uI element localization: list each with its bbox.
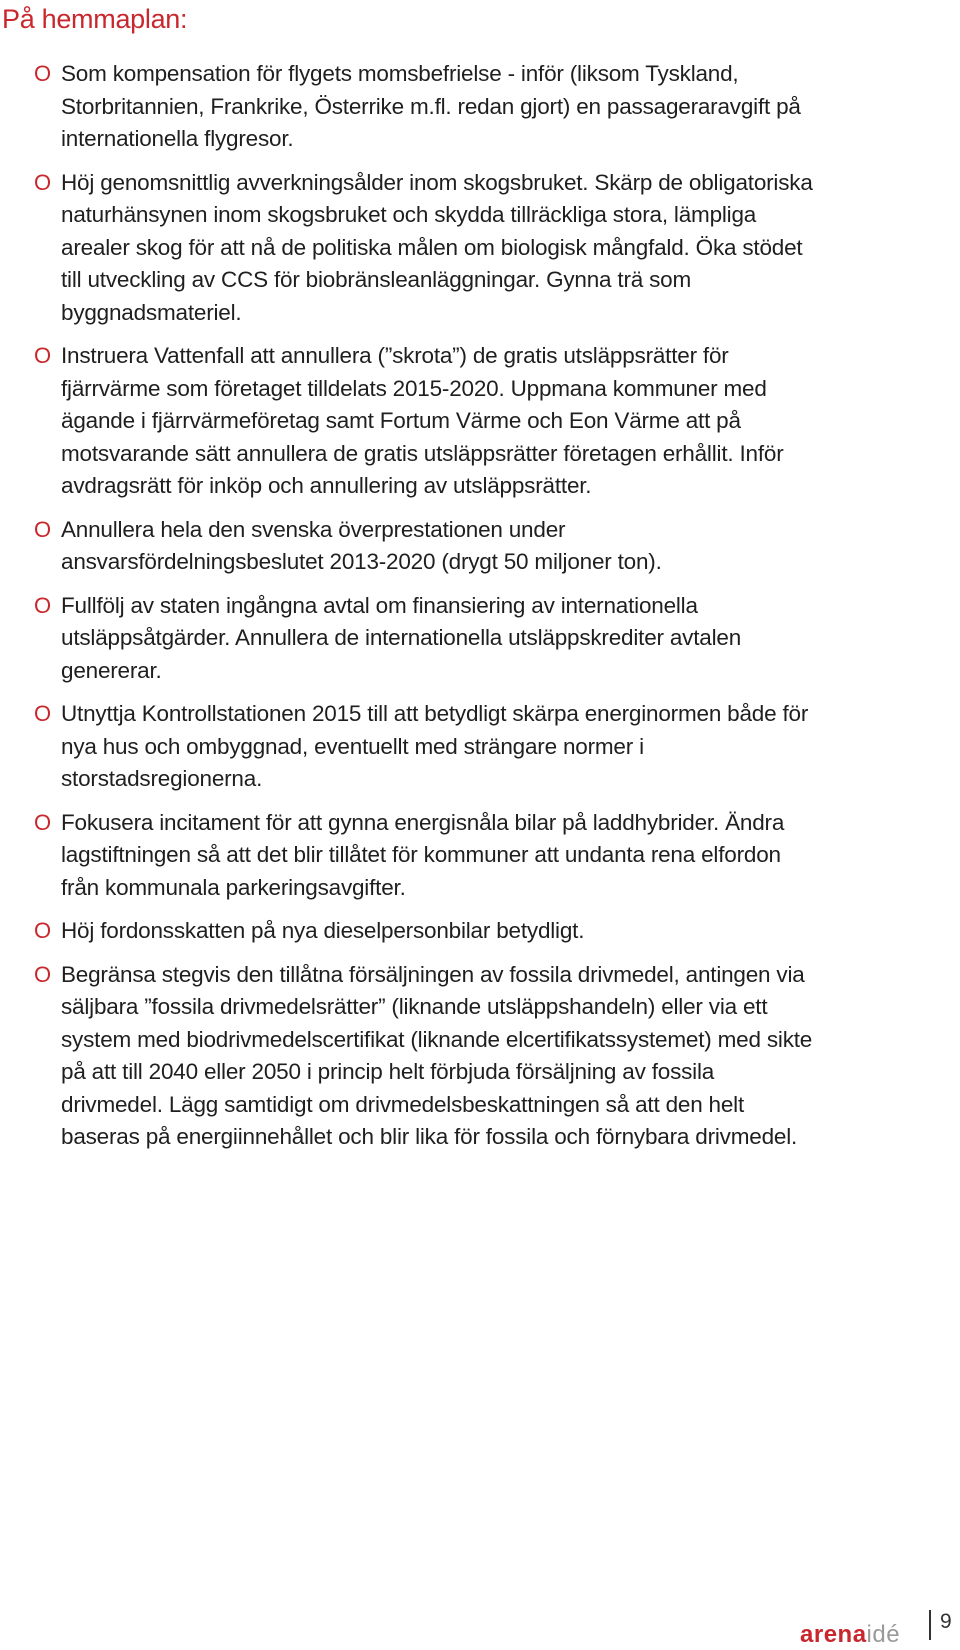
circle-bullet-icon: O xyxy=(34,918,51,943)
list-item-text: Annullera hela den svenska överprestationen under ansvarsfördelningsbeslutet 2013-2020 (drygt 50 miljoner ton). xyxy=(61,516,662,574)
list-item-text: Utnyttja Kontrollstationen 2015 till att betydligt skärpa energinormen både för nya hus och ombyggnad, eventuellt med strängare normer i storstadsregionerna. xyxy=(61,701,809,791)
section-heading: På hemmaplan: xyxy=(2,4,188,34)
page-number-divider xyxy=(929,1610,931,1640)
list-item xyxy=(34,807,814,905)
list-item xyxy=(34,167,814,330)
page-number: 9 xyxy=(940,1610,952,1633)
list-item-text: Fullfölj av staten ingångna avtal om finansiering av internationella utsläppsåtgärder. Annullera de internationella utsläppskrediter avtalen genererar. xyxy=(61,592,742,683)
circle-bullet-icon: O xyxy=(34,809,51,835)
list-item xyxy=(34,340,814,503)
list-item-text: Instruera Vattenfall att annullera (”skrota”) de gratis utsläppsrätter för fjärrvärme som företaget tilldelats 2015-2020. Uppmana kommuner med ägande i fjärrvärmeföretag samt Fortum Värme och Eon Värme att på motsvarande sätt annullera de gratis utsläppsrätter företagen erhållit. Inför avdragsrätt för inköp och annullering av utsläppsrätter. xyxy=(61,343,784,498)
circle-bullet-icon: O xyxy=(34,701,51,726)
circle-bullet-icon: O xyxy=(34,516,51,542)
logo-main-text: arena xyxy=(800,1621,867,1648)
list-item-text: Höj fordonsskatten på nya dieselpersonbilar betydligt. xyxy=(61,918,585,943)
list-item xyxy=(34,514,814,579)
arenaide-logo xyxy=(800,1620,900,1650)
bullet-list xyxy=(34,58,814,1165)
list-item xyxy=(34,698,814,796)
list-item-text: Som kompensation för flygets momsbefrielse - inför (liksom Tyskland, Storbritannien, Frankrike, Österrike m.fl. redan gjort) en passageraravgift på internationella flygresor. xyxy=(61,61,801,151)
logo-suffix-text: idé xyxy=(866,1621,901,1648)
list-item xyxy=(34,590,814,688)
circle-bullet-icon: O xyxy=(34,592,51,618)
list-item-text: Begränsa stegvis den tillåtna försäljningen av fossila drivmedel, antingen via säljbara ”fossila drivmedelsrätter” (liknande utsläppshandeln) eller via ett system med biodrivmedelscertifikat (liknande elcertifikatssystemet) med sikte på att till 2040 eller 2050 i princip helt förbjuda försäljning av fossila drivmedel. Lägg samtidigt om drivmedelsbeskattningen så att den helt baseras på energiinnehållet och blir lika för fossila och förnybara drivmedel. xyxy=(61,961,813,1149)
list-item xyxy=(34,915,814,948)
list-item-text: Höj genomsnittlig avverkningsålder inom skogsbruket. Skärp de obligatoriska naturhänsynen inom skogsbruket och skydda tillräckliga stora, lämpliga arealer skog för att nå de politiska målen om biologisk mångfald. Öka stödet till utveckling av CCS för biobränsleanläggningar. Gynna trä som byggnadsmateriel. xyxy=(61,169,813,325)
list-item xyxy=(34,959,814,1154)
list-item-text: Fokusera incitament för att gynna energisnåla bilar på laddhybrider. Ändra lagstiftningen så att det blir tillåtet för kommuner att undanta rena elfordon från kommunala parkeringsavgifter. xyxy=(61,809,785,900)
circle-bullet-icon: O xyxy=(34,343,51,368)
circle-bullet-icon: O xyxy=(34,61,51,86)
list-item xyxy=(34,58,814,156)
circle-bullet-icon: O xyxy=(34,169,51,195)
circle-bullet-icon: O xyxy=(34,961,51,987)
